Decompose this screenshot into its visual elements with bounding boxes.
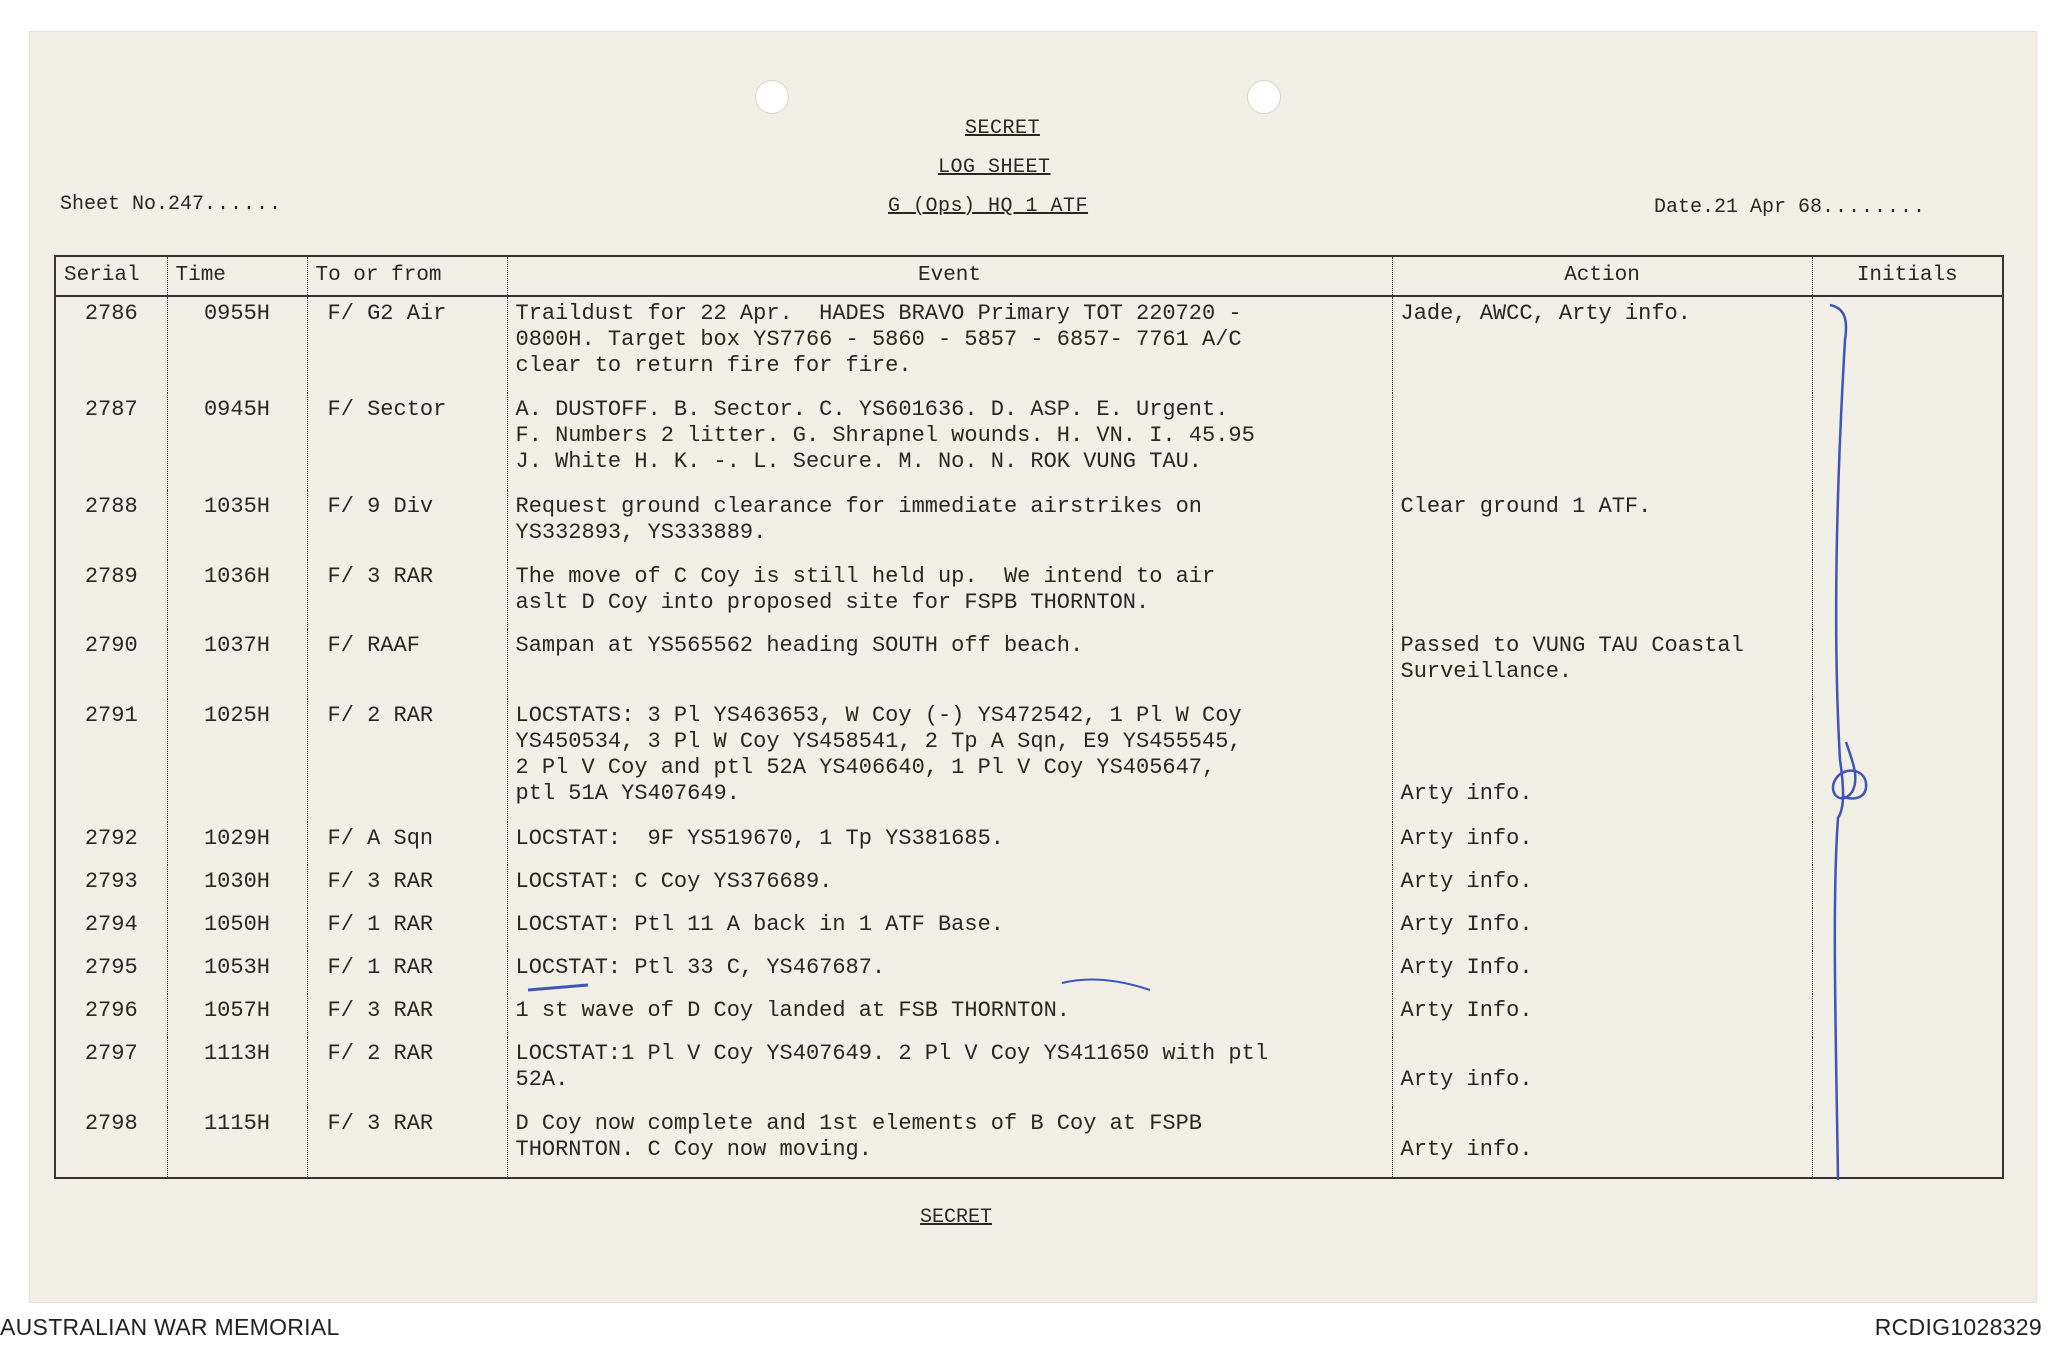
cell-serial: 2791 <box>55 699 167 822</box>
cell-event: LOCSTAT: 9F YS519670, 1 Tp YS381685. <box>507 822 1392 865</box>
cell-initials <box>1812 908 2003 951</box>
cell-serial: 2789 <box>55 560 167 630</box>
table-row <box>55 951 2003 994</box>
cell-event: LOCSTAT:1 Pl V Coy YS407649. 2 Pl V Coy YS411650 with ptl 52A. <box>507 1037 1392 1107</box>
cell-action: Arty Info. <box>1392 994 1812 1037</box>
cell-to-or-from: F/ 1 RAR <box>307 951 507 994</box>
cell-time: 1029H <box>167 822 307 865</box>
cell-time: 1113H <box>167 1037 307 1107</box>
cell-event: LOCSTAT: Ptl 11 A back in 1 ATF Base. <box>507 908 1392 951</box>
cell-action: Arty info. <box>1392 1107 1812 1178</box>
archive-caption-left: AUSTRALIAN WAR MEMORIAL <box>0 1314 340 1340</box>
cell-to-or-from: F/ 3 RAR <box>307 865 507 908</box>
cell-initials <box>1812 699 2003 822</box>
table-row <box>55 699 2003 822</box>
sheet-date <box>1654 196 1926 219</box>
punch-hole-right <box>1247 80 1281 114</box>
cell-action <box>1392 393 1812 489</box>
sheet-date-value: 21 Apr 68 <box>1714 196 1823 219</box>
sheet-number-dots: ...... <box>204 193 283 216</box>
cell-action: Jade, AWCC, Arty info. <box>1392 296 1812 393</box>
table-row <box>55 560 2003 630</box>
cell-time: 1036H <box>167 560 307 630</box>
cell-serial: 2798 <box>55 1107 167 1178</box>
col-header-time: Time <box>167 256 307 296</box>
col-header-event: Event <box>507 256 1392 296</box>
cell-to-or-from: F/ A Sqn <box>307 822 507 865</box>
cell-event: D Coy now complete and 1st elements of B Coy at FSPB THORNTON. C Coy now moving. <box>507 1107 1392 1178</box>
cell-time: 1057H <box>167 994 307 1037</box>
cell-action: Arty info. <box>1392 865 1812 908</box>
cell-initials <box>1812 1037 2003 1107</box>
sheet-date-dots: ........ <box>1822 196 1927 219</box>
cell-to-or-from: F/ 9 Div <box>307 490 507 560</box>
cell-to-or-from: F/ Sector <box>307 393 507 489</box>
col-header-action: Action <box>1392 256 1812 296</box>
sheet-number-label: Sheet No. <box>60 193 169 216</box>
cell-time: 1053H <box>167 951 307 994</box>
sheet-date-label: Date. <box>1654 196 1715 219</box>
cell-action: Arty info. <box>1392 822 1812 865</box>
cell-event: Traildust for 22 Apr. HADES BRAVO Primary TOT 220720 - 0800H. Target box YS7766 - 5860 - 5857 - 6857- 7761 A/C clear to return fire for fire. <box>507 296 1392 393</box>
table-row <box>55 865 2003 908</box>
cell-action <box>1392 560 1812 630</box>
cell-serial: 2786 <box>55 296 167 393</box>
cell-time: 1115H <box>167 1107 307 1178</box>
cell-serial: 2795 <box>55 951 167 994</box>
col-header-initials: Initials <box>1812 256 2003 296</box>
sheet-number-value: 247 <box>168 193 205 216</box>
col-header-to-or-from: To or from <box>307 256 507 296</box>
cell-action: Arty info. <box>1392 1037 1812 1107</box>
cell-time: 1050H <box>167 908 307 951</box>
cell-serial: 2788 <box>55 490 167 560</box>
cell-event: Request ground clearance for immediate airstrikes on YS332893, YS333889. <box>507 490 1392 560</box>
cell-serial: 2790 <box>55 629 167 699</box>
table-header-row <box>55 256 2003 296</box>
cell-to-or-from: F/ 3 RAR <box>307 994 507 1037</box>
cell-initials <box>1812 490 2003 560</box>
table-row <box>55 1037 2003 1107</box>
cell-event: 1 st wave of D Coy landed at FSB THORNTON. <box>507 994 1392 1037</box>
cell-initials <box>1812 629 2003 699</box>
cell-to-or-from: F/ 2 RAR <box>307 1037 507 1107</box>
sheet-number <box>60 193 282 216</box>
cell-to-or-from: F/ 1 RAR <box>307 908 507 951</box>
table-row <box>55 1107 2003 1178</box>
cell-time: 0955H <box>167 296 307 393</box>
cell-serial: 2797 <box>55 1037 167 1107</box>
cell-event: A. DUSTOFF. B. Sector. C. YS601636. D. ASP. E. Urgent. F. Numbers 2 litter. G. Shrapnel wounds. H. VN. I. 45.95 J. White H. K. -. L. Secure. M. No. N. ROK VUNG TAU. <box>507 393 1392 489</box>
classification-heading: SECRET <box>965 117 1041 140</box>
cell-event: LOCSTAT: Ptl 33 C, YS467687. <box>507 951 1392 994</box>
cell-action: Arty info. <box>1392 699 1812 822</box>
table-row <box>55 994 2003 1037</box>
cell-to-or-from: F/ RAAF <box>307 629 507 699</box>
cell-time: 1030H <box>167 865 307 908</box>
cell-event: Sampan at YS565562 heading SOUTH off beach. <box>507 629 1392 699</box>
col-header-serial: Serial <box>55 256 167 296</box>
cell-to-or-from: F/ 3 RAR <box>307 1107 507 1178</box>
table-row <box>55 629 2003 699</box>
cell-action: Arty Info. <box>1392 951 1812 994</box>
cell-initials <box>1812 994 2003 1037</box>
log-table <box>54 255 2004 1179</box>
table-row <box>55 822 2003 865</box>
cell-initials <box>1812 393 2003 489</box>
cell-to-or-from: F/ 3 RAR <box>307 560 507 630</box>
cell-action: Clear ground 1 ATF. <box>1392 490 1812 560</box>
cell-to-or-from: F/ 2 RAR <box>307 699 507 822</box>
cell-initials <box>1812 822 2003 865</box>
table-row <box>55 393 2003 489</box>
cell-time: 1035H <box>167 490 307 560</box>
cell-time: 1037H <box>167 629 307 699</box>
archive-caption-right: RCDIG1028329 <box>1874 1314 2042 1340</box>
cell-serial: 2793 <box>55 865 167 908</box>
cell-initials <box>1812 560 2003 630</box>
punch-hole-left <box>755 80 789 114</box>
cell-action: Passed to VUNG TAU Coastal Surveillance. <box>1392 629 1812 699</box>
cell-event: LOCSTAT: C Coy YS376689. <box>507 865 1392 908</box>
table-row <box>55 908 2003 951</box>
cell-action: Arty Info. <box>1392 908 1812 951</box>
cell-serial: 2787 <box>55 393 167 489</box>
cell-event: The move of C Coy is still held up. We intend to air aslt D Coy into proposed site for FSPB THORNTON. <box>507 560 1392 630</box>
log-sheet-title: LOG SHEET <box>938 156 1051 179</box>
cell-serial: 2796 <box>55 994 167 1037</box>
cell-time: 0945H <box>167 393 307 489</box>
cell-initials <box>1812 296 2003 393</box>
cell-initials <box>1812 951 2003 994</box>
cell-serial: 2792 <box>55 822 167 865</box>
cell-initials <box>1812 865 2003 908</box>
table-row <box>55 296 2003 393</box>
cell-serial: 2794 <box>55 908 167 951</box>
footer-classification: SECRET <box>920 1206 993 1229</box>
unit-heading: G (Ops) HQ 1 ATF <box>888 195 1089 218</box>
cell-event: LOCSTATS: 3 Pl YS463653, W Coy (-) YS472542, 1 Pl W Coy YS450534, 3 Pl W Coy YS458541, 2 Tp A Sqn, E9 YS455545, 2 Pl V Coy and ptl 52A YS406640, 1 Pl V Coy YS405647, ptl 51A YS407649. <box>507 699 1392 822</box>
cell-to-or-from: F/ G2 Air <box>307 296 507 393</box>
cell-time: 1025H <box>167 699 307 822</box>
table-row <box>55 490 2003 560</box>
cell-initials <box>1812 1107 2003 1178</box>
